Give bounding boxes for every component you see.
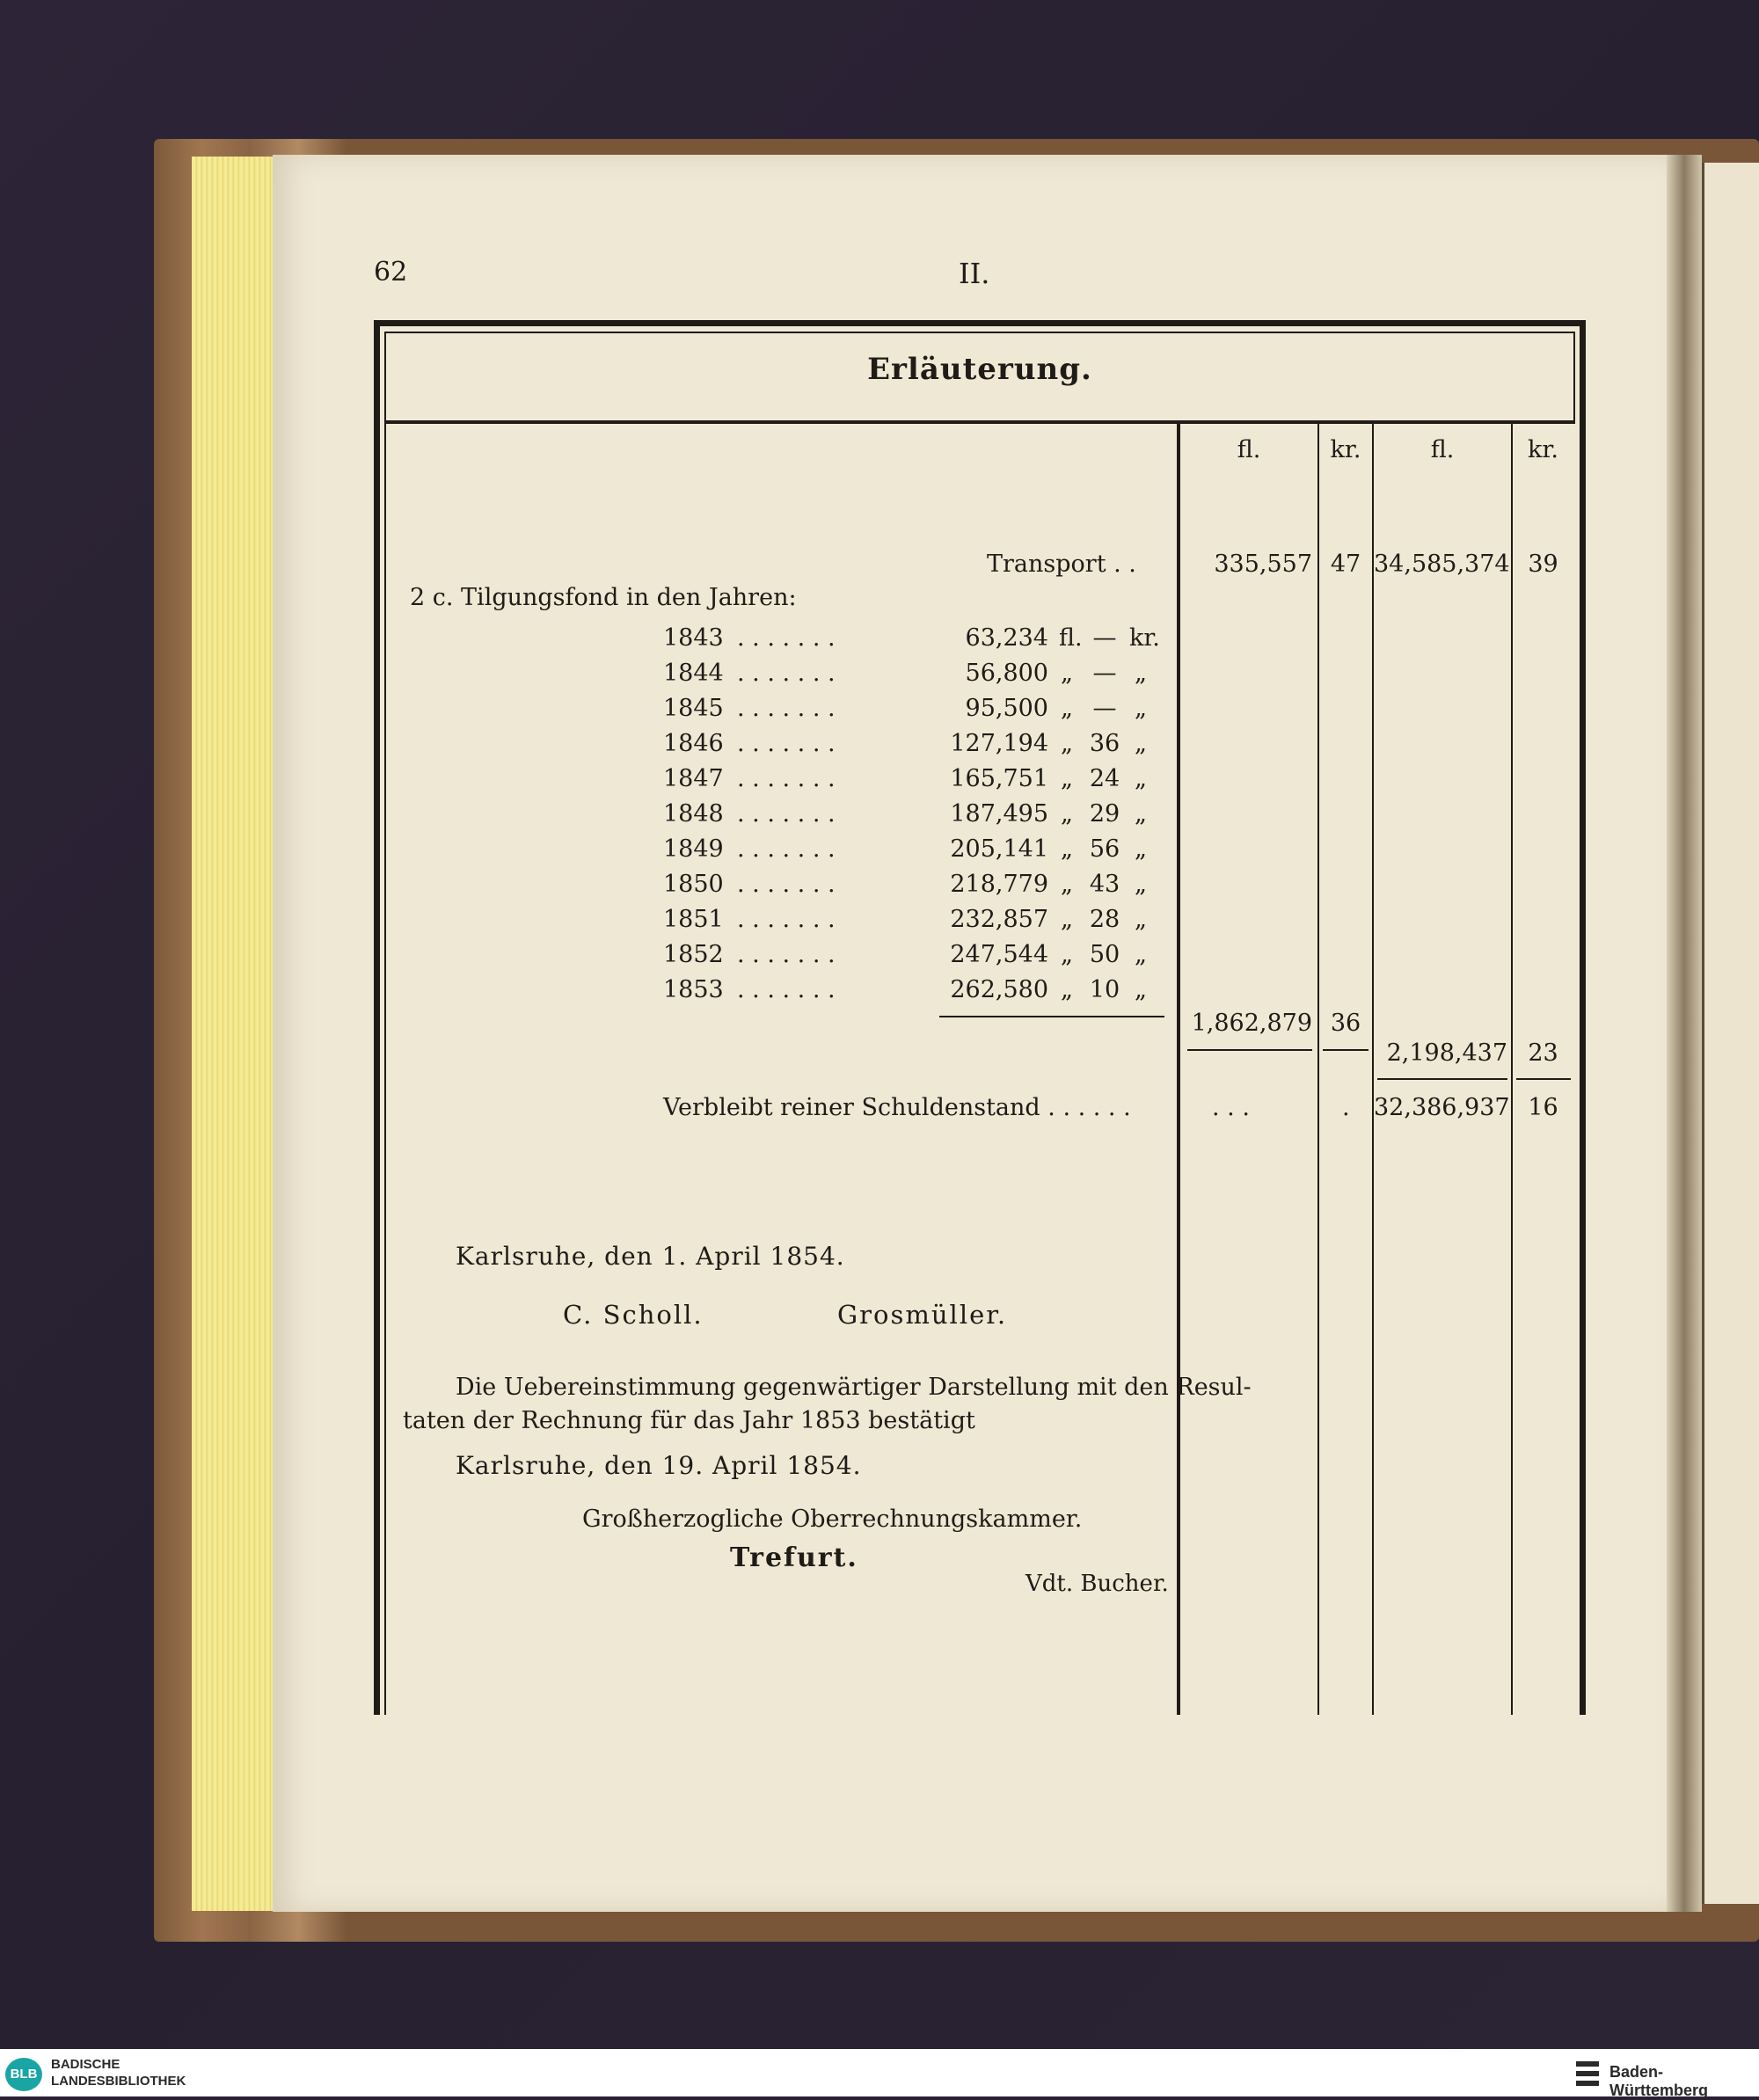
table-title: Erläuterung. (867, 352, 1092, 387)
year-kr: 36 (1089, 730, 1120, 757)
book-page (273, 155, 1667, 1912)
library-name (51, 2056, 186, 2089)
frame-top-inner-rule (384, 332, 1575, 333)
year-fl: 63,234 (965, 624, 1048, 652)
book-gutter (1667, 155, 1702, 1912)
year-kr: — (1092, 660, 1117, 687)
fund-sum-kr: 36 (1330, 1010, 1361, 1037)
confirm-line-1: Die Uebereinstimmung gegenwärtiger Darstellung mit den Resul- (456, 1374, 1252, 1401)
year-label: 1850 (663, 871, 724, 898)
sum-rule (1323, 1049, 1369, 1051)
authority-name: Großherzogliche Oberrechnungskammer. (582, 1506, 1083, 1533)
year-fl: 205,141 (950, 835, 1048, 863)
transport-label: Transport . . (987, 551, 1136, 578)
year-label: 1844 (663, 660, 724, 687)
remaining-fl: 32,386,937 (1374, 1094, 1510, 1121)
column-divider (1177, 424, 1180, 1715)
dot-leader: . . . . . . . (737, 695, 836, 722)
fund-heading: 2 c. Tilgungsfond in den Jahren: (410, 584, 797, 611)
place-date-2: Karlsruhe, den 19. April 1854. (456, 1451, 862, 1480)
blb-logo: BLB (5, 2058, 42, 2091)
year-fl-unit: „ (1061, 835, 1073, 863)
library-name-line-2: LANDESBIBLIOTHEK (51, 2074, 186, 2089)
year-fl: 95,500 (965, 695, 1048, 722)
year-kr-unit: „ (1135, 976, 1147, 1003)
year-kr: — (1092, 624, 1117, 652)
state-name: Baden-Württemberg (1609, 2063, 1708, 2099)
year-kr: 28 (1089, 906, 1120, 933)
year-fl-unit: „ (1061, 765, 1073, 792)
year-kr: 50 (1089, 941, 1120, 968)
deduction-total-kr: 23 (1528, 1039, 1558, 1067)
year-fl-unit: „ (1061, 941, 1073, 968)
sum-rule (1187, 1049, 1312, 1051)
column-divider (1317, 424, 1319, 1715)
page-edges (192, 157, 273, 1911)
year-fl-unit: fl. (1059, 624, 1083, 652)
col-header-kr-1: kr. (1330, 436, 1361, 463)
sum-rule (1377, 1078, 1507, 1080)
dot-leader: . . . . . . . (737, 765, 836, 792)
facing-page (1702, 163, 1759, 1904)
year-fl: 247,544 (950, 941, 1048, 968)
year-label: 1847 (663, 765, 724, 792)
header-rule (384, 420, 1575, 424)
dot-leader: . . . . . . . (737, 624, 836, 652)
year-fl-unit: „ (1061, 906, 1073, 933)
dot-leader: . . . . . . . (737, 835, 836, 863)
year-fl-unit: „ (1061, 871, 1073, 898)
year-kr-unit: „ (1135, 941, 1147, 968)
year-fl-unit: „ (1061, 800, 1073, 828)
year-label: 1853 (663, 976, 724, 1003)
footer-bar (0, 2049, 1759, 2096)
year-kr: 29 (1089, 800, 1120, 828)
vdt-bucher: Vdt. Bucher. (1025, 1571, 1169, 1597)
year-kr: — (1092, 695, 1117, 722)
year-fl-unit: „ (1061, 660, 1073, 687)
frame-top-rule (374, 320, 1586, 326)
year-label: 1846 (663, 730, 724, 757)
year-kr-unit: „ (1135, 765, 1147, 792)
year-fl: 187,495 (950, 800, 1048, 828)
signer-scholl: C. Scholl. (563, 1300, 704, 1330)
dot-leader: . . . . . . . (737, 660, 836, 687)
fund-sum-fl: 1,862,879 (1191, 1010, 1312, 1037)
dot-leader: . . . . . . . (737, 906, 836, 933)
year-label: 1845 (663, 695, 724, 722)
year-fl-unit: „ (1061, 976, 1073, 1003)
col-header-kr-2: kr. (1528, 436, 1558, 463)
year-label: 1849 (663, 835, 724, 863)
year-kr-unit: „ (1135, 800, 1147, 828)
confirm-line-2: taten der Rechnung für das Jahr 1853 bestätigt (403, 1407, 975, 1434)
dot-leader: . (1342, 1094, 1350, 1121)
transport-fl-2: 34,585,374 (1374, 551, 1510, 578)
col-header-fl-1: fl. (1237, 436, 1261, 463)
deduction-total-fl: 2,198,437 (1386, 1039, 1507, 1067)
dot-leader: . . . . . . . (737, 871, 836, 898)
frame-right-rule (1580, 320, 1586, 1715)
year-label: 1843 (663, 624, 724, 652)
year-kr: 43 (1089, 871, 1120, 898)
remaining-label: Verbleibt reiner Schuldenstand . . . . . . (663, 1094, 1131, 1121)
year-fl: 232,857 (950, 906, 1048, 933)
place-date-1: Karlsruhe, den 1. April 1854. (456, 1242, 845, 1271)
remaining-kr: 16 (1528, 1094, 1558, 1121)
bw-lion-icon (1574, 2058, 1601, 2089)
frame-left-inner-rule (384, 332, 386, 1715)
year-fl-unit: „ (1061, 730, 1073, 757)
dot-leader: . . . . . . . (737, 730, 836, 757)
dot-leader: . . . . . . . (737, 800, 836, 828)
transport-kr-2: 39 (1528, 551, 1558, 578)
year-kr-unit: „ (1135, 660, 1147, 687)
signer-trefurt: Trefurt. (730, 1542, 858, 1573)
year-fl: 165,751 (950, 765, 1048, 792)
year-kr: 56 (1089, 835, 1120, 863)
year-kr-unit: „ (1135, 871, 1147, 898)
year-kr-unit: „ (1135, 695, 1147, 722)
year-kr-unit: kr. (1129, 624, 1160, 652)
dot-leader: . . . . . . . (737, 976, 836, 1003)
year-fl: 56,800 (965, 660, 1048, 687)
year-kr: 10 (1089, 976, 1120, 1003)
year-fl: 218,779 (950, 871, 1048, 898)
signer-grosmueller: Grosmüller. (837, 1300, 1008, 1330)
year-kr-unit: „ (1135, 906, 1147, 933)
subtotal-rule (939, 1016, 1164, 1017)
year-kr-unit: „ (1135, 730, 1147, 757)
year-label: 1852 (663, 941, 724, 968)
year-kr: 24 (1089, 765, 1120, 792)
library-name-line-1: BADISCHE (51, 2057, 120, 2072)
column-divider (1511, 424, 1513, 1715)
year-kr-unit: „ (1135, 835, 1147, 863)
section-heading: II. (959, 257, 990, 290)
year-label: 1848 (663, 800, 724, 828)
sum-rule (1516, 1078, 1571, 1080)
frame-left-rule (374, 320, 380, 1715)
col-header-fl-2: fl. (1430, 436, 1455, 463)
year-fl: 127,194 (950, 730, 1048, 757)
year-fl: 262,580 (950, 976, 1048, 1003)
year-label: 1851 (663, 906, 724, 933)
dot-leader: . . . (1212, 1094, 1250, 1121)
transport-fl-1: 335,557 (1214, 551, 1312, 578)
year-fl-unit: „ (1061, 695, 1073, 722)
dot-leader: . . . . . . . (737, 941, 836, 968)
column-divider (1372, 424, 1374, 1715)
page-number: 62 (374, 257, 408, 288)
transport-kr-1: 47 (1330, 551, 1361, 578)
